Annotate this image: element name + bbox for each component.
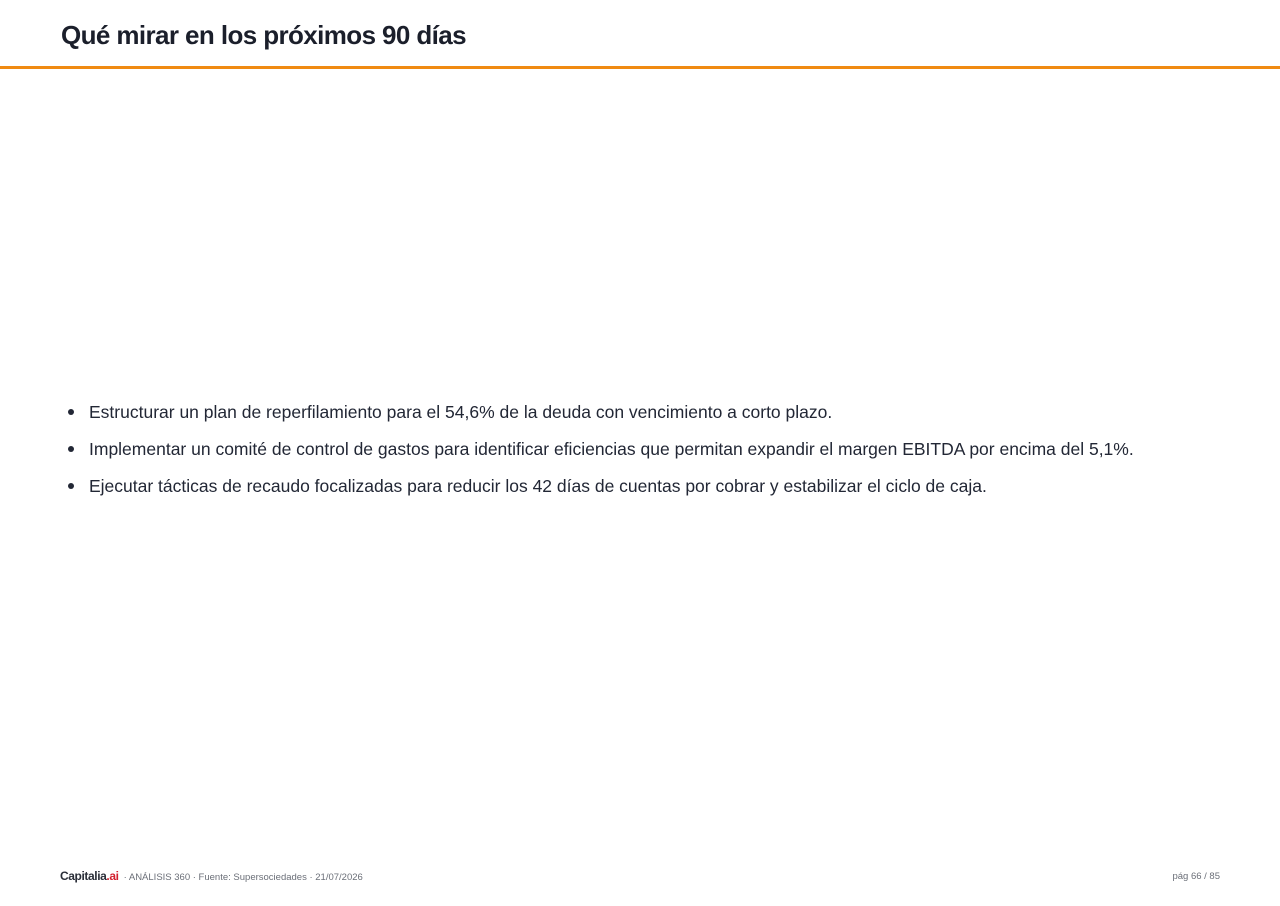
list-item	[66, 399, 1226, 436]
list-item-text: Implementar un comité de control de gastos para identificar eficiencias que permitan expandir el margen EBITDA por encima del 5,1%.	[89, 439, 1134, 459]
page-number: pág 66 / 85	[1172, 871, 1220, 882]
action-list	[66, 399, 1226, 510]
list-item	[66, 473, 1226, 510]
page-title: Qué mirar en los próximos 90 días	[61, 20, 467, 50]
brand-logo-suffix: .ai	[106, 869, 119, 883]
list-item-text: Estructurar un plan de reperfilamiento para el 54,6% de la deuda con vencimiento a corto plazo.	[89, 402, 833, 422]
bullet-icon	[68, 483, 74, 489]
page-header	[0, 0, 1280, 69]
footer-brand-line	[60, 869, 363, 883]
page-footer	[60, 869, 1220, 885]
list-item	[66, 436, 1226, 473]
bullet-icon	[68, 446, 74, 452]
bullet-icon	[68, 409, 74, 415]
brand-logo: Capitalia	[60, 869, 107, 883]
list-item-text: Ejecutar tácticas de recaudo focalizadas para reducir los 42 días de cuentas por cobrar y estabilizar el ciclo de caja.	[89, 476, 987, 496]
footer-meta: · ANÁLISIS 360 · Fuente: Supersociedades · 21/07/2026	[123, 872, 363, 883]
